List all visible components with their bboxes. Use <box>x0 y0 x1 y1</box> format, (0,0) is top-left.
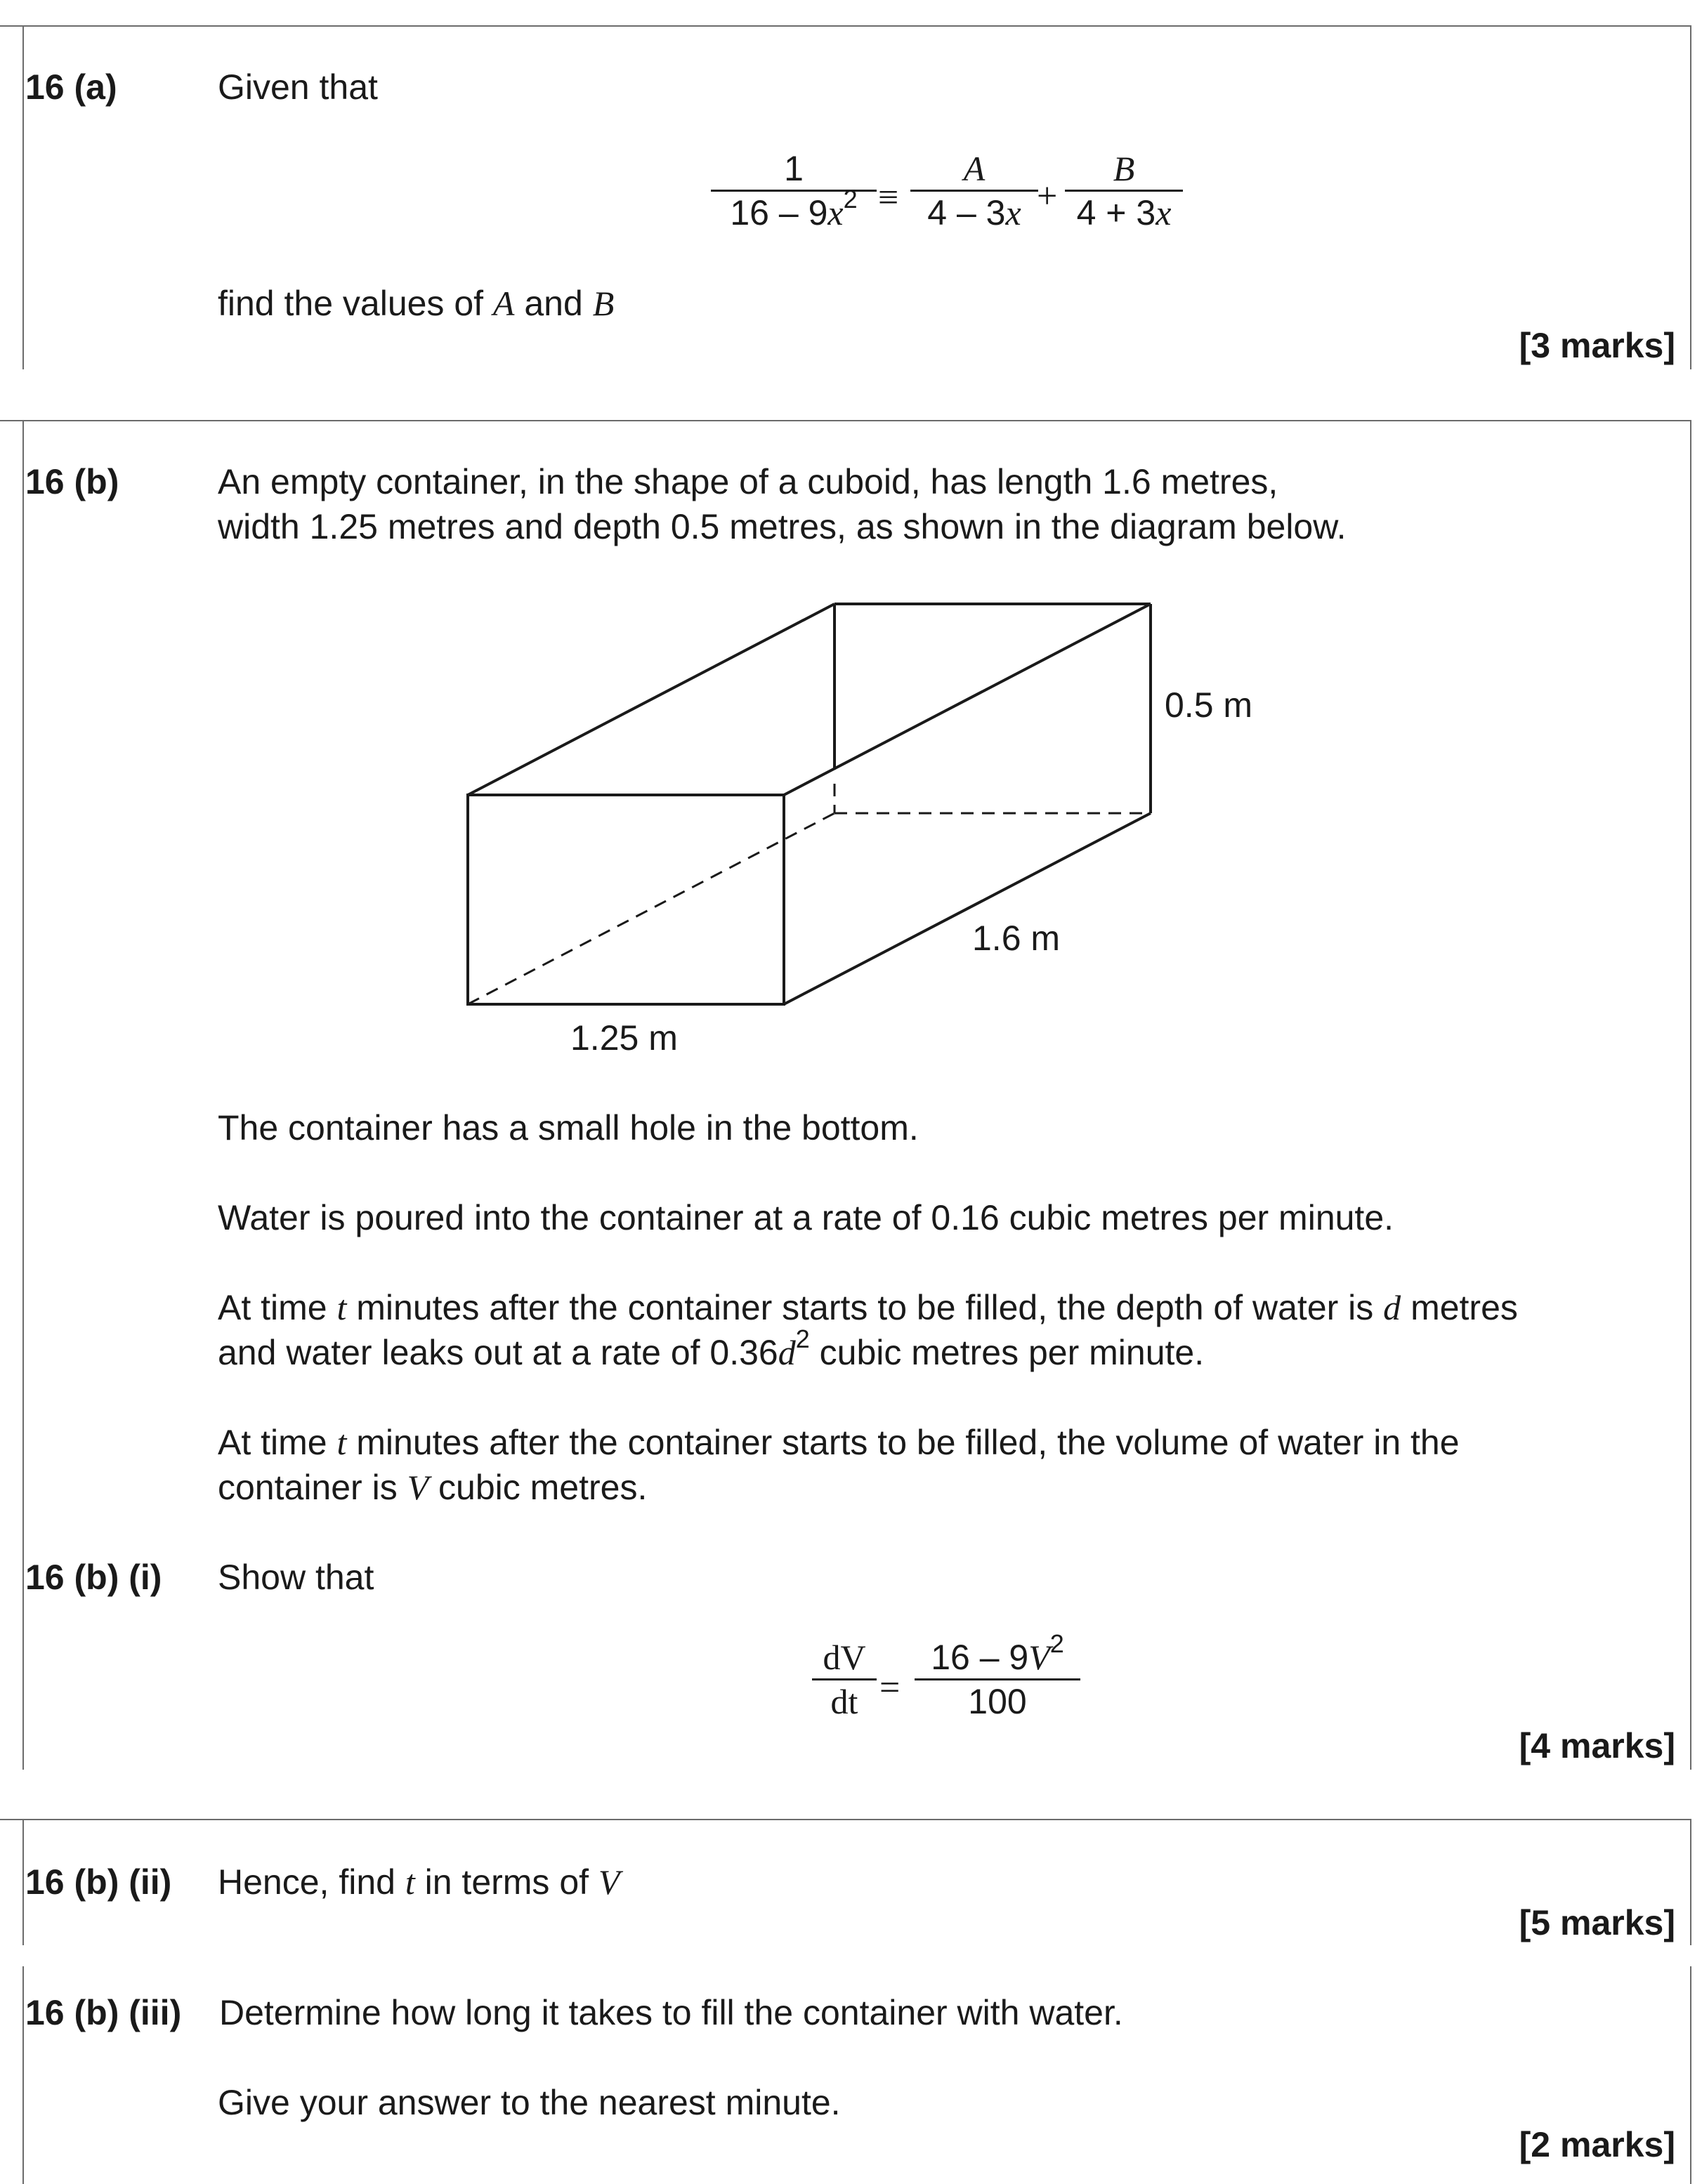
length-label: 1.6 m <box>972 919 1061 958</box>
volume-at-time-line2: container is V cubic metres. <box>218 1468 648 1507</box>
rate-expression-denominator: 100 <box>968 1682 1027 1721</box>
depth-at-time-text: At time t minutes after the container starts to be filled, the depth of water is d metres <box>218 1288 1518 1327</box>
width-label: 1.25 m <box>570 1018 678 1058</box>
cuboid-diagram <box>0 0 1702 1053</box>
question-number-16a: 16 (a) <box>25 67 117 107</box>
frame-16biii-right <box>1690 1966 1691 2184</box>
question-number-16bii: 16 (b) (ii) <box>25 1862 172 1902</box>
cuboid-top-left-edge <box>468 604 834 795</box>
water-poured-text: Water is poured into the container at a rate of 0.16 cubic metres per minute. <box>218 1198 1394 1237</box>
hidden-bottom-left-edge <box>468 813 834 1004</box>
identity-symbol: ≡ <box>878 178 899 218</box>
fraction-denominator: $16 - 9x^2$ <box>730 185 858 232</box>
volume-at-time-text: At time t minutes after the container starts to be filled, the volume of water in the <box>218 1423 1460 1462</box>
fraction-denominator-b: 4 + 3x <box>1076 193 1172 232</box>
plus-symbol: + <box>1037 176 1058 216</box>
nearest-minute-instruction: Give your answer to the nearest minute. <box>218 2083 841 2122</box>
marks-16biii: [2 marks] <box>1519 2125 1675 2164</box>
frame-16bii-top <box>0 1819 1691 1820</box>
question-number-16bi: 16 (b) (i) <box>25 1558 162 1597</box>
frame-16bii-left <box>22 1819 24 1945</box>
rate-expression-numerator: $16 - 9V^2$ <box>931 1629 1064 1677</box>
derivative-numerator: dV <box>823 1638 866 1677</box>
frame-16bii-right <box>1690 1819 1691 1945</box>
derivative-denominator: dt <box>830 1682 858 1721</box>
fraction-numerator: 1 <box>784 149 804 188</box>
marks-16bi: [4 marks] <box>1519 1726 1675 1765</box>
question-number-16biii: 16 (b) (iii) <box>25 1993 182 2032</box>
fill-time-question: Determine how long it takes to fill the container with water. <box>219 1993 1123 2032</box>
rate-expression-fraction <box>915 1629 1080 1723</box>
frame-16biii-left <box>22 1966 24 2184</box>
marks-16bii: [5 marks] <box>1519 1903 1675 1942</box>
marks-16a: [3 marks] <box>1519 326 1675 365</box>
fraction-numerator-b: B <box>1113 149 1135 188</box>
small-hole-text: The container has a small hole in the bottom. <box>218 1108 919 1147</box>
show-that-text: Show that <box>218 1558 374 1597</box>
container-description-line2: width 1.25 metres and depth 0.5 metres, as shown in the diagram below. <box>218 507 1347 546</box>
fraction-numerator-a: A <box>963 149 986 188</box>
fraction-denominator-a: 4 – 3x <box>927 193 1021 232</box>
find-values-text: find the values of A and B <box>218 284 615 323</box>
cuboid-bottom-right-edge <box>784 813 1151 1004</box>
cuboid-front-face <box>468 795 784 1004</box>
cuboid-top-right-edge <box>784 604 1151 795</box>
equals-symbol: = <box>879 1668 901 1708</box>
leak-rate-text: and water leaks out at a rate of $0.36d^2$ cubic metres per minute. <box>218 1324 1205 1372</box>
derivative-dv-dt <box>812 1636 877 1723</box>
depth-label: 0.5 m <box>1165 685 1253 725</box>
given-that-text: Given that <box>218 67 378 107</box>
question-number-16b: 16 (b) <box>25 462 119 501</box>
container-description-line1: An empty container, in the shape of a cuboid, has length 1.6 metres, <box>218 462 1278 501</box>
find-t-text: Hence, find t in terms of V <box>218 1862 620 1902</box>
